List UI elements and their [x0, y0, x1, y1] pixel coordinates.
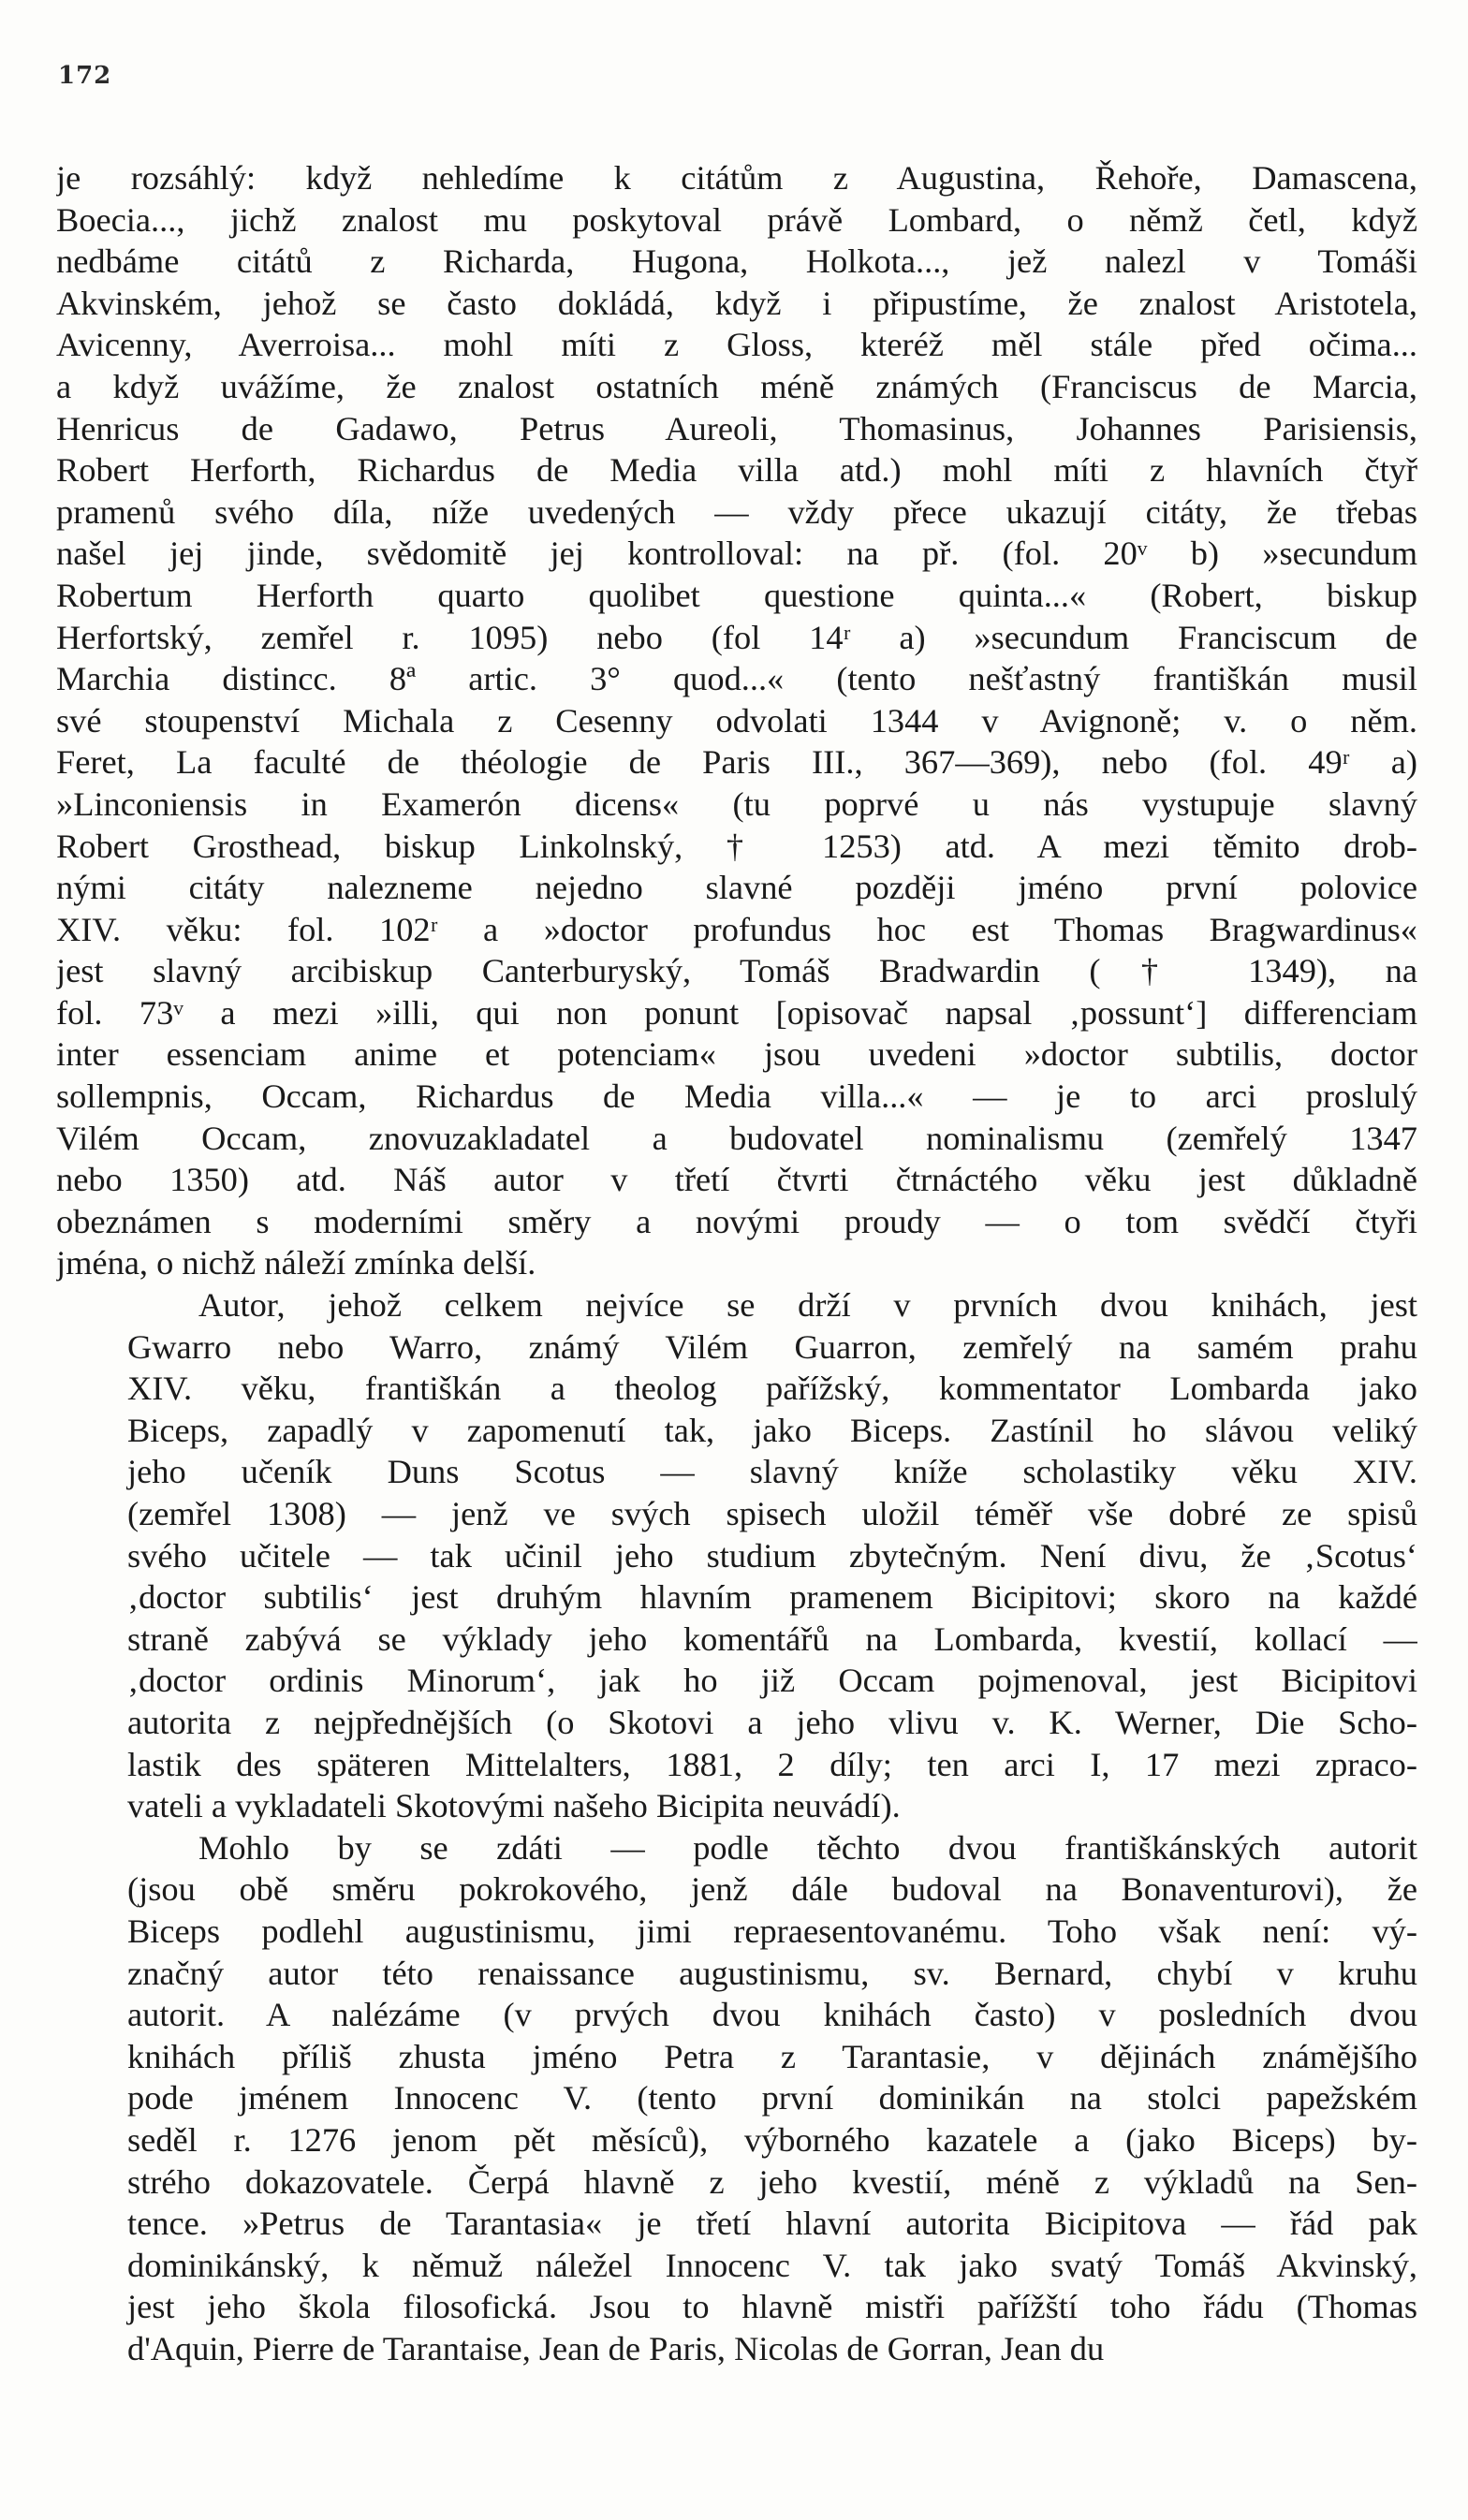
text-line: Robert Herforth, Richardus de Media villa atd.) mohl míti z hlavních čtyř	[56, 451, 1417, 490]
paragraph	[56, 157, 1417, 1284]
text-line: Gwarro nebo Warro, známý Vilém Guarron, zemřelý na samém prahu	[127, 1327, 1417, 1366]
text-line: ‚doctor ordinis Minorum‘, jak ho již Occam pojmenoval, jest Bicipitovi	[127, 1662, 1417, 1700]
text-line: fol. 73ᵛ a mezi »illi, qui non ponunt [opisovač napsal ‚possunt‘] differenciam	[56, 993, 1417, 1032]
text-line: d'Aquin, Pierre de Tarantaise, Jean de Paris, Nicolas de Gorran, Jean du	[127, 2329, 1105, 2367]
paragraph	[56, 1827, 1417, 2370]
text-line: Avicenny, Averroisa... mohl míti z Gloss, kteréž měl stále před očima...	[56, 326, 1417, 364]
text-line: nedbáme citátů z Richarda, Hugona, Holkota..., jež nalezl v Tomáši	[56, 242, 1417, 281]
text-line: straně zabývá se výklady jeho komentářů na Lombarda, kvestií, kollací —	[127, 1619, 1417, 1658]
text-line: sollempnis, Occam, Richardus de Media villa...« — je to arci proslulý	[56, 1077, 1417, 1116]
text-line: své stoupenství Michala z Cesenny odvolati 1344 v Avignoně; v. o něm.	[56, 701, 1417, 740]
text-line: našel jej jinde, svědomitě jej kontrolloval: na př. (fol. 20ᵛ b) »secundum	[56, 535, 1417, 573]
page-number: 172	[58, 62, 112, 90]
text-line: Feret, La faculté de théologie de Paris III., 367—369), nebo (fol. 49ʳ a)	[56, 743, 1417, 782]
text-line: Boecia..., jichž znalost mu poskytoval právě Lombard, o němž četl, když	[56, 200, 1417, 239]
text-line: Henricus de Gadawo, Petrus Aureoli, Thomasinus, Johannes Parisiensis,	[56, 409, 1417, 447]
text-line: ‚doctor subtilis‘ jest druhým hlavním pramenem Bicipitovi; skoro na každé	[127, 1578, 1417, 1617]
text-line: jest jeho škola filosofická. Jsou to hlavně mistři pařížští toho řádu (Thomas	[127, 2288, 1417, 2326]
text-line: autorita z nejpřednějších (o Skotovi a jeho vlivu v. K. Werner, Die Scho-	[127, 1703, 1417, 1741]
paragraph	[56, 1284, 1417, 1827]
text-line: Biceps podlehl augustinismu, jimi repraesentovanému. Toho však není: vý-	[127, 1912, 1417, 1950]
text-line: obeznámen s moderními směry a novými proudy — o tom svědčí čtyři	[56, 1202, 1417, 1240]
text-line: značný autor této renaissance augustinismu, sv. Bernard, chybí v kruhu	[127, 1954, 1417, 1992]
text-line: nými citáty nalezneme nejedno slavné později jméno první polovice	[56, 869, 1417, 907]
text-line: jest slavný arcibiskup Canterburyský, Tomáš Bradwardin († 1349), na	[56, 952, 1417, 990]
text-line: tence. »Petrus de Tarantasia« je třetí hlavní autorita Bicipitova — řád pak	[127, 2205, 1417, 2243]
text-line: knihách příliš zhusta jméno Petra z Tarantasie, v dějinách známějšího	[127, 2037, 1417, 2075]
body-text	[56, 157, 1417, 2369]
text-line: Robert Grosthead, biskup Linkolnský, † 1253) atd. A mezi těmito drob-	[56, 827, 1417, 865]
text-line: je rozsáhlý: když nehledíme k citátům z Augustina, Řehoře, Damascena,	[56, 159, 1417, 197]
text-line: lastik des späteren Mittelalters, 1881, 2 díly; ten arci I, 17 mezi zpraco-	[127, 1745, 1417, 1783]
text-line: autorit. A nalézáme (v prvých dvou knihách často) v posledních dvou	[127, 1996, 1417, 2034]
text-line: Mohlo by se zdáti — podle těchto dvou františkánských autorit	[198, 1828, 1417, 1867]
text-line: nebo 1350) atd. Náš autor v třetí čtvrti čtrnáctého věku jest důkladně	[56, 1161, 1417, 1199]
text-line: (zemřel 1308) — jenž ve svých spisech uložil téměř vše dobré ze spisů	[127, 1495, 1417, 1532]
text-line: Herfortský, zemřel r. 1095) nebo (fol 14ʳ a) »secundum Franciscum de	[56, 618, 1417, 656]
text-line: Autor, jehož celkem nejvíce se drží v prvních dvou knihách, jest	[198, 1286, 1417, 1325]
text-line: pramenů svého díla, níže uvedených — vždy přece ukazují citáty, že třebas	[56, 492, 1417, 531]
text-line: Biceps, zapadlý v zapomenutí tak, jako Biceps. Zastínil ho slávou veliký	[127, 1411, 1417, 1449]
text-line: Akvinském, jehož se často dokládá, když i připustíme, že znalost Aristotela,	[56, 284, 1417, 322]
text-line: Vilém Occam, znovuzakladatel a budovatel nominalismu (zemřelý 1347	[56, 1119, 1417, 1157]
text-line: inter essenciam anime et potenciam« jsou uvedeni »doctor subtilis, doctor	[56, 1035, 1417, 1074]
text-line: XIV. věku: fol. 102ʳ a »doctor profundus hoc est Thomas Bragwardinus«	[56, 910, 1417, 948]
text-line: Marchia distincc. 8ª artic. 3° quod...« (tento nešťastný františkán musil	[56, 660, 1417, 698]
text-line: strého dokazovatele. Čerpá hlavně z jeho kvestií, méně z výkladů na Sen-	[127, 2162, 1417, 2201]
text-line: vateli a vykladateli Skotovými našeho Bicipita neuvádí).	[127, 1787, 901, 1825]
text-line: (jsou obě směru pokrokového, jenž dále budoval na Bonaventurovi), že	[127, 1870, 1417, 1909]
text-line: dominikánský, k němuž náležel Innocenc V. tak jako svatý Tomáš Akvinský,	[127, 2246, 1417, 2284]
text-line: XIV. věku, františkán a theolog pařížský, kommentator Lombarda jako	[127, 1370, 1417, 1408]
text-line: Robertum Herforth quarto quolibet questione quinta...« (Robert, biskup	[56, 576, 1417, 614]
text-line: seděl r. 1276 jenom pět měsíců), výborného kazatele a (jako Biceps) by-	[127, 2120, 1417, 2159]
text-line: svého učitele — tak učinil jeho studium zbytečným. Není divu, že ‚Scotus‘	[127, 1536, 1417, 1575]
text-line: jeho učeník Duns Scotus — slavný kníže scholastiky věku XIV.	[127, 1453, 1417, 1491]
text-line: a když uvážíme, že znalost ostatních méně známých (Franciscus de Marcia,	[56, 367, 1417, 405]
text-line: pode jménem Innocenc V. (tento první dominikán na stolci papežském	[127, 2079, 1417, 2117]
text-line: »Linconiensis in Examerón dicens« (tu poprvé u nás vystupuje slavný	[56, 784, 1417, 823]
text-line: jména, o nichž náleží zmínka delší.	[56, 1244, 536, 1282]
